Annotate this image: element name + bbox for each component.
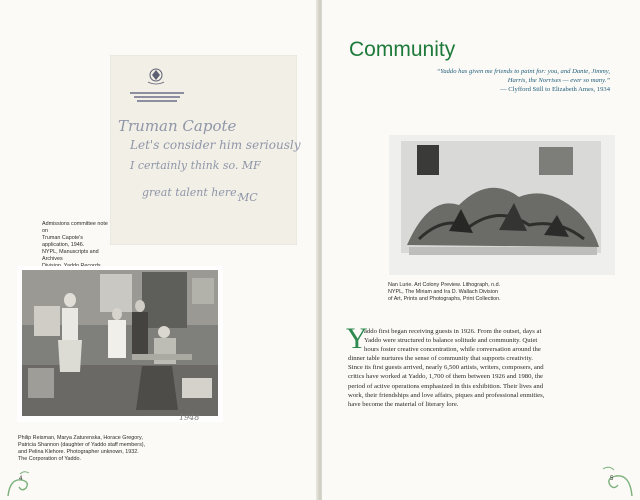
art-colony-lithograph: [389, 135, 615, 275]
body-line: critics have worked at Yaddo, 1,700 of them between 1926 and 1980, the: [348, 373, 544, 381]
quote-line: “Yaddo has given me friends to paint for: you, and Dante, Jimmy,: [436, 68, 610, 75]
handwriting-line-3: I certainly think so. MF: [130, 159, 261, 172]
lithograph-caption: [388, 282, 548, 303]
yaddo-crest-icon: [143, 66, 169, 88]
body-line: work, their friendships and love affairs, piques and professional enmities,: [348, 391, 545, 399]
swirl-ornament-icon: [4, 468, 38, 498]
caption-line: The Corporation of Yaddo.: [18, 456, 82, 462]
lithograph-image: [389, 135, 615, 275]
caption-line: Philip Reisman, Marya Zaturenska, Horace Gregory,: [18, 435, 143, 441]
capote-admissions-note: [110, 55, 301, 245]
page-number-right: 5: [610, 476, 614, 482]
right-page: [322, 0, 640, 500]
handwriting-line-2: Let's consider him seriously: [130, 138, 301, 152]
letterhead-line: [137, 100, 177, 102]
body-line: period of active operations emphasized in this exhibition. Their lives and: [348, 382, 544, 390]
drop-cap: Y: [346, 322, 368, 355]
caption-line: Nan Lurie. Art Colony Preview. Lithograph, n.d.: [388, 282, 501, 288]
quote-line: Harris, the Norrises — ever so many.”: [507, 77, 610, 84]
group-photograph: [17, 266, 223, 422]
caption-line: NYPL, Manuscripts and Archives: [42, 249, 99, 262]
body-paragraph: [348, 327, 598, 409]
letterhead-line: [130, 92, 184, 94]
handwriting-line-1: Truman Capote: [118, 117, 237, 135]
chapter-title: Community: [349, 38, 456, 61]
body-line: Yaddo were structured to balance solitude and community. Quiet: [364, 337, 538, 345]
caption-line: Admissions committee note on: [42, 221, 108, 234]
photo-date: 1948: [179, 413, 200, 422]
photo-caption: [18, 435, 158, 463]
caption-line: NYPL, The Miriam and Ira D. Wallach Division: [388, 289, 498, 295]
body-line: addo first began receiving guests in 1926. From the outset, days at: [364, 328, 542, 335]
body-line: hours foster creative concentration, while conversation around the: [364, 346, 541, 354]
caption-line: Patricia Shannon (daughter of Yaddo staff members),: [18, 442, 146, 448]
letterhead-line: [134, 96, 180, 98]
caption-line: of Art, Prints and Photographs, Print Collection.: [388, 296, 501, 302]
left-page: [0, 0, 318, 500]
caption-line: and Pelina Klehore. Photographer unknown, 1932.: [18, 449, 139, 455]
body-line: Since its first guests arrived, nearly 6,500 artists, writers, composers, and: [348, 364, 544, 372]
quote-attribution: — Clyfford Still to Elizabeth Ames, 1934: [500, 86, 610, 93]
handwriting-initials: MC: [238, 191, 258, 204]
body-line: have become the material of literary lore.: [348, 400, 459, 408]
handwriting-line-4: great talent here.: [142, 186, 241, 199]
photo-scene: [22, 270, 218, 416]
letter-caption: [42, 221, 108, 270]
photo-image: [22, 270, 218, 416]
caption-line: Truman Capote's application, 1946.: [42, 235, 85, 248]
body-line: dinner table nurtures the sense of community that supports creativity.: [348, 355, 533, 363]
epigraph-quote: [370, 67, 610, 94]
swirl-ornament-icon: [592, 464, 636, 498]
page-number-left: 4: [19, 476, 23, 482]
